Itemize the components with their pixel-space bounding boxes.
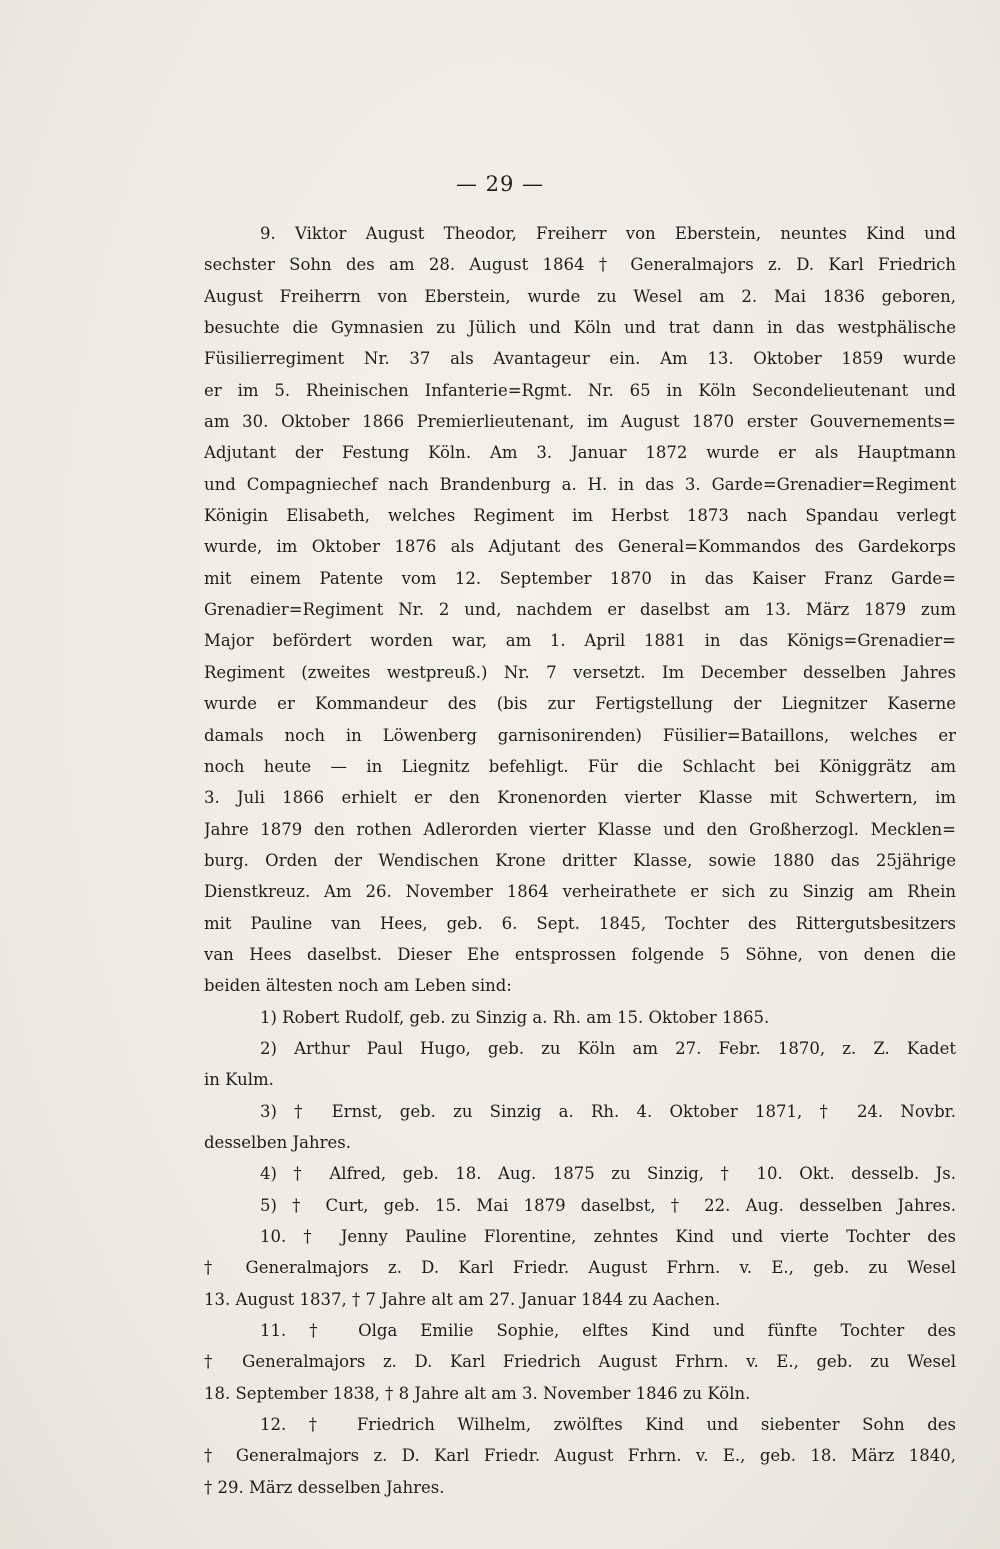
text-line: in Kulm.	[204, 1070, 274, 1090]
text-line: Königin Elisabeth, welches Regiment im Herbst 1873 nach Spandau verlegt	[204, 506, 956, 526]
text-line: 9. Viktor August Theodor, Freiherr von Eberstein, neuntes Kind und	[260, 224, 956, 243]
text-line: burg. Orden der Wendischen Krone dritter Klasse, sowie 1880 das 25jährige	[204, 850, 956, 870]
body-text	[204, 218, 956, 1503]
text-line: Adjutant der Festung Köln. Am 3. Januar 1872 wurde er als Hauptmann	[204, 443, 956, 463]
text-line: wurde er Kommandeur des (bis zur Fertigstellung der Liegnitzer Kaserne	[204, 694, 956, 714]
text-line: besuchte die Gymnasien zu Jülich und Köln und trat dann in das westphälische	[204, 318, 956, 338]
text-line: 10. † Jenny Pauline Florentine, zehntes Kind und vierte Tochter des	[260, 1227, 956, 1246]
text-line: Füsilierregiment Nr. 37 als Avantageur ein. Am 13. Oktober 1859 wurde	[204, 349, 956, 369]
page-number: — 29 —	[455, 172, 545, 196]
text-line: mit einem Patente vom 12. September 1870 in das Kaiser Franz Garde=	[204, 568, 956, 588]
text-line: † Generalmajors z. D. Karl Friedrich August Frhrn. v. E., geb. zu Wesel	[204, 1352, 956, 1372]
text-line: † 29. März desselben Jahres.	[204, 1477, 445, 1497]
text-line: Grenadier=Regiment Nr. 2 und, nachdem er daselbst am 13. März 1879 zum	[204, 600, 956, 620]
text-line: Major befördert worden war, am 1. April 1881 in das Königs=Grenadier=	[204, 631, 956, 651]
text-line: 3. Juli 1866 erhielt er den Kronenorden vierter Klasse mit Schwertern, im	[204, 788, 956, 808]
text-line: 11. † Olga Emilie Sophie, elftes Kind und fünfte Tochter des	[260, 1321, 956, 1341]
text-line: sechster Sohn des am 28. August 1864 † Generalmajors z. D. Karl Friedrich	[204, 255, 956, 275]
text-line: 3) † Ernst, geb. zu Sinzig a. Rh. 4. Oktober 1871, † 24. Novbr.	[260, 1101, 956, 1121]
text-line: wurde, im Oktober 1876 als Adjutant des General=Kommandos des Gardekorps	[204, 537, 956, 557]
text-line: 18. September 1838, † 8 Jahre alt am 3. November 1846 zu Köln.	[204, 1383, 751, 1403]
text-line: † Generalmajors z. D. Karl Friedr. August Frhrn. v. E., geb. 18. März 1840,	[204, 1446, 956, 1466]
text-line: beiden ältesten noch am Leben sind:	[204, 976, 512, 996]
text-line: 4) † Alfred, geb. 18. Aug. 1875 zu Sinzig, † 10. Okt. desselb. Js.	[260, 1164, 956, 1184]
text-line: † Generalmajors z. D. Karl Friedr. August Frhrn. v. E., geb. zu Wesel	[204, 1258, 956, 1278]
text-line: 13. August 1837, † 7 Jahre alt am 27. Januar 1844 zu Aachen.	[204, 1289, 721, 1309]
text-line: 5) † Curt, geb. 15. Mai 1879 daselbst, † 22. Aug. desselben Jahres.	[260, 1195, 956, 1215]
text-line: desselben Jahres.	[204, 1132, 351, 1152]
text-line: van Hees daselbst. Dieser Ehe entsprossen folgende 5 Söhne, von denen die	[204, 944, 956, 964]
text-line: Regiment (zweites westpreuß.) Nr. 7 versetzt. Im December desselben Jahres	[204, 662, 956, 682]
text-line: noch heute — in Liegnitz befehligt. Für die Schlacht bei Königgrätz am	[204, 756, 956, 776]
text-line: er im 5. Rheinischen Infanterie=Rgmt. Nr. 65 in Köln Secondelieutenant und	[204, 380, 956, 400]
text-line: mit Pauline van Hees, geb. 6. Sept. 1845, Tochter des Rittergutsbesitzers	[204, 913, 956, 933]
text-line: und Compagniechef nach Brandenburg a. H. in das 3. Garde=Grenadier=Regiment	[204, 474, 956, 494]
text-line: 12. † Friedrich Wilhelm, zwölftes Kind und siebenter Sohn des	[260, 1415, 956, 1435]
text-line: Jahre 1879 den rothen Adlerorden vierter Klasse und den Großherzogl. Mecklen=	[204, 819, 956, 839]
text-line: damals noch in Löwenberg garnisonirenden) Füsilier=Bataillons, welches er	[204, 725, 956, 745]
text-line: am 30. Oktober 1866 Premierlieutenant, im August 1870 erster Gouvernements=	[204, 412, 956, 432]
text-line: Dienstkreuz. Am 26. November 1864 verheirathete er sich zu Sinzig am Rhein	[204, 882, 956, 902]
text-line: August Freiherrn von Eberstein, wurde zu Wesel am 2. Mai 1836 geboren,	[204, 286, 956, 306]
text-line: 1) Robert Rudolf, geb. zu Sinzig a. Rh. am 15. Oktober 1865.	[260, 1007, 770, 1027]
text-line: 2) Arthur Paul Hugo, geb. zu Köln am 27. Febr. 1870, z. Z. Kadet	[260, 1038, 956, 1058]
